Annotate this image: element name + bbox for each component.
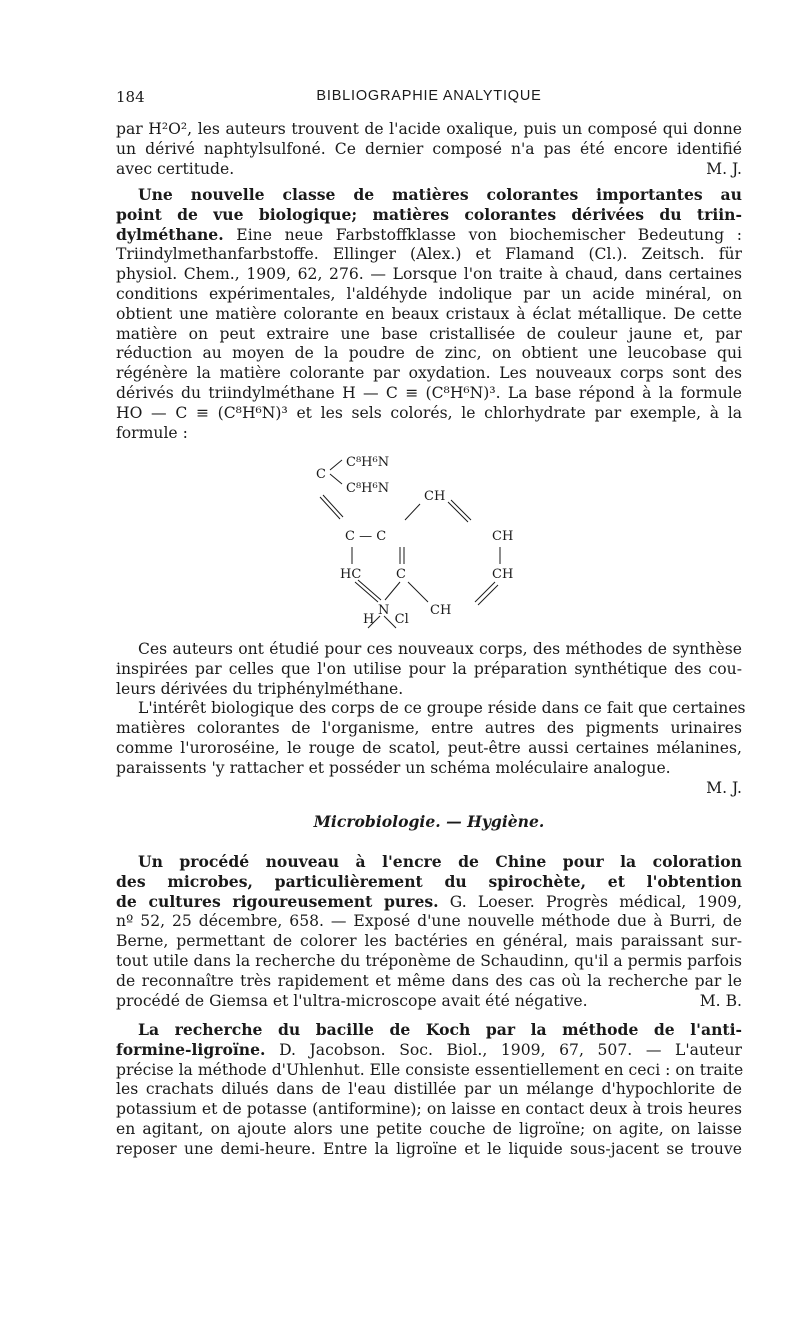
formula-atom: HC <box>340 567 362 582</box>
text-line: en agitant, on ajoute alors une petite couche de ligroïne; on agite, on laisse <box>116 1119 742 1138</box>
text-line: de reconnaître très rapidement et même dans des cas où la recherche par le <box>116 971 742 990</box>
text-line: nº 52, 25 décembre, 658. — Exposé d'une nouvelle méthode due à Burri, de <box>116 912 742 931</box>
text-line: inspirées par celles que l'on utilise pour la préparation synthétique des cou- <box>116 659 742 678</box>
structural-formula <box>290 452 550 632</box>
text-line: régénère la matière colorante par oxydation. Les nouveaux corps sont des <box>116 364 742 383</box>
text-line: dylméthane. Eine neue Farbstoffklasse von biochemischer Bedeutung : <box>116 224 742 244</box>
text-line: reposer une demi-heure. Entre la ligroïne et le liquide sous-jacent se trouve <box>116 1139 742 1158</box>
article-encre-de-chine <box>116 852 742 1011</box>
text-line: matière on peut extraire une base cristallisée de couleur jaune et, par <box>116 324 742 343</box>
text-line: Triindylmethanfarbstoffe. Ellinger (Alex.) et Flamand (Cl.). Zeitsch. für <box>116 245 742 264</box>
article-bacille-de-koch <box>116 1020 742 1160</box>
text-line: obtient une matière colorante en beaux cristaux à éclat métallique. De cette <box>116 304 742 323</box>
signature: M. B. <box>699 991 742 1010</box>
text-line: les crachats dilués dans de l'eau distillée par un mélange d'hypochlorite de <box>116 1080 742 1099</box>
formula-group: C⁸H⁶N <box>346 455 390 470</box>
formula-atom: CH <box>424 489 446 504</box>
formula-atom: C <box>396 567 406 582</box>
text-line: matières colorantes de l'organisme, entre autres des pigments urinaires <box>116 719 742 738</box>
text-line: L'intérêt biologique des corps de ce groupe réside dans ce fait que certaines <box>138 699 746 718</box>
formula-group: C⁸H⁶N <box>346 481 390 496</box>
text-line: tout utile dans la recherche du tréponème de Schaudinn, qu'il a permis parfois <box>116 951 742 970</box>
text-line: leurs dérivées du triphénylméthane. <box>116 679 404 698</box>
text-line: Ces auteurs ont étudié pour ces nouveaux corps, des méthodes de synthèse <box>138 640 742 658</box>
text-line: précise la méthode d'Uhlenhut. Elle consiste essentiellement en ceci : on traite <box>116 1060 744 1079</box>
article-title-line: Une nouvelle classe de matières colorantes importantes au <box>138 185 742 204</box>
formula-atom: N <box>378 603 390 618</box>
article-triindylmethane <box>116 185 742 443</box>
text-line: potassium et de potasse (antiformine); on laisse en contact deux à trois heures <box>116 1100 742 1119</box>
text-line: physiol. Chem., 1909, 62, 276. — Lorsque l'on traite à chaud, dans certaines <box>116 265 742 284</box>
formula-atom: C <box>316 467 326 482</box>
text-line: conditions expérimentales, l'aldéhyde indolique par un acide minéral, on <box>116 284 742 303</box>
formula-atom: C — C <box>345 529 387 544</box>
text-line: procédé de Giemsa et l'ultra-microscope avait été négative. M. B. <box>116 991 742 1010</box>
formula-atom: H <box>363 612 375 627</box>
text-line: réduction au moyen de la poudre de zinc, on obtient une leucobase qui <box>116 344 742 363</box>
text-line: un dérivé naphtylsulfoné. Ce dernier composé n'a pas été encore identifié <box>116 139 742 158</box>
text-line: par H²O², les auteurs trouvent de l'acide oxalique, puis un composé qui donne <box>116 120 742 138</box>
text-line: dérivés du triindylméthane H — C ≡ (C⁸H⁶N)³. La base répond à la formule <box>116 383 742 402</box>
text-line: paraissents 'y rattacher et posséder un schéma moléculaire analogue. <box>116 758 671 777</box>
formula-atom: CH <box>430 603 452 618</box>
section-heading: Microbiologie. — Hygiène. <box>313 812 545 831</box>
signature: M. J. <box>706 778 742 797</box>
formula-atom: CH <box>492 567 514 582</box>
article-title-line: point de vue biologique; matières colorantes dérivées du triin- <box>116 204 742 224</box>
text-line: de cultures rigoureusement pures. G. Loeser. Progrès médical, 1909, <box>116 891 742 911</box>
formula-diagram <box>290 452 550 632</box>
formula-atom: Cl <box>394 612 409 627</box>
text-line: avec certitude. M. J. <box>116 159 742 178</box>
formula-atom: CH <box>492 529 514 544</box>
signature: M. J. <box>706 159 742 178</box>
running-title: BIBLIOGRAPHIE ANALYTIQUE <box>316 88 542 104</box>
text-line: formule : <box>116 423 188 442</box>
article-title-line: des microbes, particulièrement du spirochète, et l'obtention <box>116 871 742 891</box>
text-line: comme l'uroroséine, le rouge de scatol, peut-être aussi certaines mélanines, <box>116 738 742 757</box>
page-number: 184 <box>116 88 145 106</box>
formula-bottom <box>363 612 409 627</box>
running-head <box>116 88 742 108</box>
article-title-line: La recherche du bacille de Koch par la méthode de l'anti- <box>138 1020 742 1039</box>
intro-paragraph <box>116 120 742 179</box>
article-triindylmethane-cont <box>116 640 746 798</box>
article-title-line: Un procédé nouveau à l'encre de Chine pour la coloration <box>138 852 742 871</box>
text-line: formine-ligroïne. D. Jacobson. Soc. Biol., 1909, 67, 507. — L'auteur <box>116 1039 742 1059</box>
text-line: HO — C ≡ (C⁸H⁶N)³ et les sels colorés, le chlorhydrate par exemple, à la <box>116 403 742 422</box>
text-line: Berne, permettant de colorer les bactéries en général, mais paraissant sur- <box>116 932 742 951</box>
